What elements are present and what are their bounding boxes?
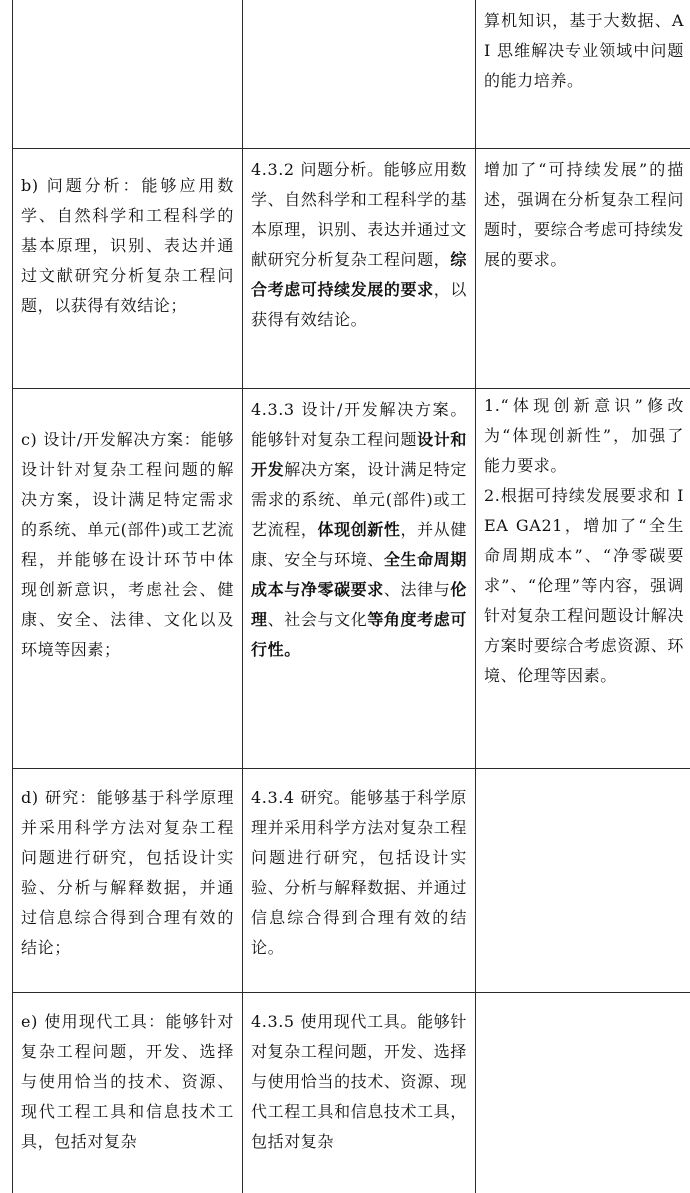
revised-text: 4.3.3 设计/开发解决方案。能够针对复杂工程问题 bbox=[251, 400, 467, 449]
revised-text-bold: 等角度考虑可行性。 bbox=[251, 610, 467, 659]
original-cell: b) 问题分析：能够应用数学、自然科学和工程科学的基本原理，识别、表达并通过文献研究分析复杂工程问题，以获得有效结论； bbox=[13, 149, 243, 389]
revised-text-bold: 全生命周期成本与净零碳要求 bbox=[251, 550, 467, 599]
change-cell: 增加了“可持续发展”的描述，强调在分析复杂工程问题时，要综合考虑可持续发展的要求。 bbox=[476, 149, 690, 389]
revised-text: ，并从健康、安全与环境、 bbox=[251, 520, 467, 569]
change-cell bbox=[476, 993, 690, 1193]
revised-text: 、社会与文化 bbox=[268, 610, 368, 629]
revised-text: 、法律与 bbox=[384, 580, 450, 599]
revised-cell bbox=[243, 0, 476, 149]
original-cell: d) 研究：能够基于科学原理并采用科学方法对复杂工程问题进行研究，包括设计实验、分析与解释数据，并通过信息综合得到合理有效的结论； bbox=[13, 769, 243, 993]
table-row bbox=[13, 0, 690, 149]
table-row bbox=[13, 389, 690, 769]
revised-cell bbox=[243, 389, 476, 769]
change-cell bbox=[476, 769, 690, 993]
change-cell: 算机知识，基于大数据、AI 思维解决专业领域中问题的能力培养。 bbox=[476, 0, 690, 149]
comparison-table bbox=[12, 0, 690, 1193]
table-row bbox=[13, 769, 690, 993]
revised-text: 解决方案，设计满足特定需求的系统、单元(部件)或工艺流程， bbox=[251, 460, 467, 539]
table-row bbox=[13, 993, 690, 1193]
revised-text-bold: 设计和开发 bbox=[251, 430, 467, 479]
change-cell bbox=[476, 389, 690, 769]
change-item: 1.“体现创新意识”修改为“体现创新性”，加强了能力要求。 bbox=[484, 391, 684, 481]
revised-text: 4.3.2 问题分析。能够应用数学、自然科学和工程科学的基本原理，识别、表达并通过文献研究分析复杂工程问题， bbox=[251, 160, 467, 269]
original-cell bbox=[13, 0, 243, 149]
revised-text-bold: 体现创新性 bbox=[317, 520, 400, 539]
revised-cell bbox=[243, 149, 476, 389]
original-cell: e) 使用现代工具：能够针对复杂工程问题，开发、选择与使用恰当的技术、资源、现代工程工具和信息技术工具，包括对复杂 bbox=[13, 993, 243, 1193]
original-cell: c) 设计/开发解决方案：能够设计针对复杂工程问题的解决方案，设计满足特定需求的系统、单元(部件)或工艺流程，并能够在设计环节中体现创新意识，考虑社会、健康、安全、法律、文化以及环境等因素； bbox=[13, 389, 243, 769]
revised-cell: 4.3.4 研究。能够基于科学原理并采用科学方法对复杂工程问题进行研究，包括设计实验、分析与解释数据、并通过信息综合得到合理有效的结论。 bbox=[243, 769, 476, 993]
revised-text: ，以获得有效结论。 bbox=[251, 280, 467, 329]
revised-text-bold: 综合考虑可持续发展的要求 bbox=[251, 250, 467, 299]
revised-cell: 4.3.5 使用现代工具。能够针对复杂工程问题，开发、选择与使用恰当的技术、资源、现代工程工具和信息技术工具，包括对复杂 bbox=[243, 993, 476, 1193]
revised-text-bold: 伦理 bbox=[251, 580, 467, 629]
table-row bbox=[13, 149, 690, 389]
change-item: 2.根据可持续发展要求和 IEA GA21，增加了“全生命周期成本”、“净零碳要求”、“伦理”等内容，强调针对复杂工程问题设计解决方案时要综合考虑资源、环境、伦理等因素。 bbox=[484, 481, 684, 691]
